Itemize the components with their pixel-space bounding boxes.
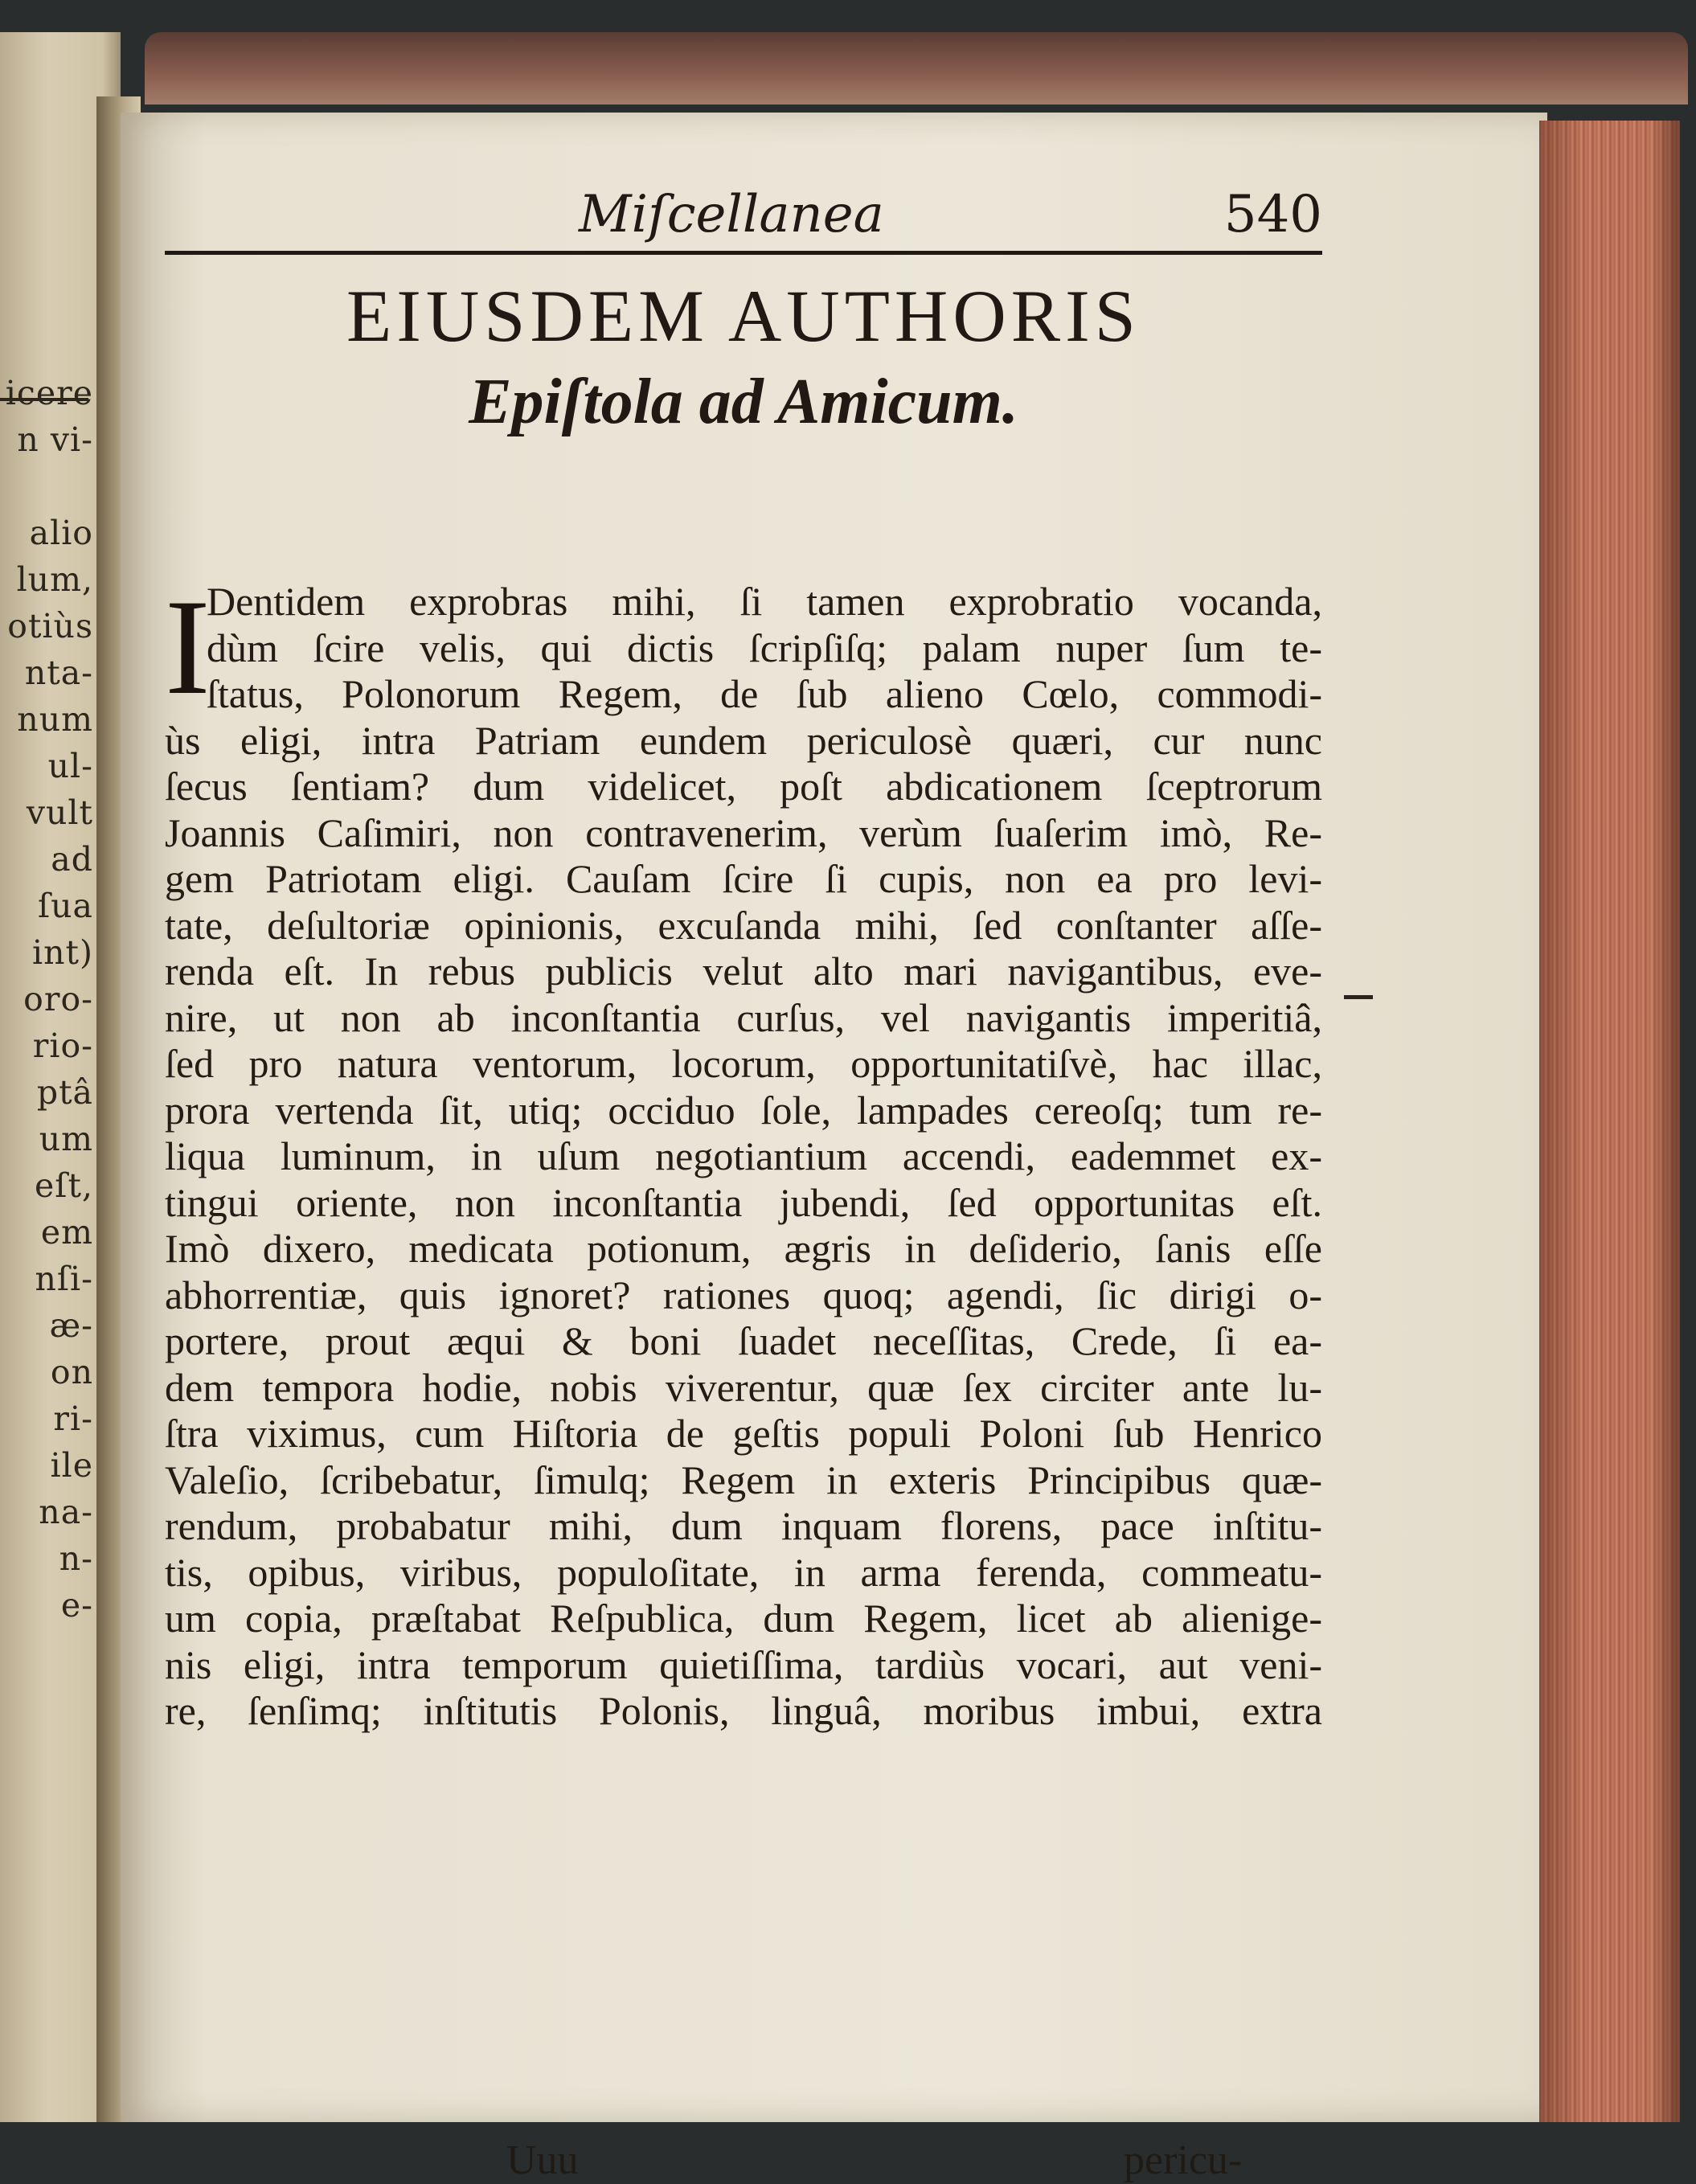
book-cover-edge (145, 32, 1688, 104)
facing-page-fragment: ul- (47, 747, 93, 785)
text-line: nire, ut non ab inconſtantia curſus, vel navigantis imperitiâ, (165, 994, 1322, 1040)
text-line: Imò dixero, medicata potionum, ægris in deſiderio, ſanis eſſe (165, 1226, 1322, 1271)
facing-page-fragment: n- (59, 1539, 93, 1578)
text-line: re, ſenſimq; inſtitutis Polonis, linguâ, moribus imbui, extra (165, 1688, 1322, 1733)
facing-page-fragment: e- (60, 1586, 93, 1625)
section-heading: EIUSDEM AUTHORIS (346, 275, 1141, 357)
facing-page-fragment: icere (5, 374, 93, 412)
page-number: 540 (1223, 185, 1322, 244)
facing-page-fragment: nta- (24, 654, 93, 692)
text-line: dùm ſcire velis, qui dictis ſcripſiſq; palam nuper ſum te- (207, 625, 1322, 670)
text-line: Valeſio, ſcribebatur, ſimulq; Regem in exteris Principibus quæ- (165, 1457, 1322, 1502)
page-fore-edge (1539, 121, 1680, 2122)
facing-page-fragment: eſt, (35, 1166, 93, 1205)
text-line: dem tempora hodie, nobis viverentur, quæ ſex circiter ante lu- (165, 1364, 1322, 1410)
text-line: ſtatus, Polonorum Regem, de ſub alieno Cœlo, commodi- (207, 671, 1322, 716)
drop-cap: I (165, 572, 211, 723)
facing-page-fragment: on (50, 1353, 93, 1391)
text-line: liqua luminum, in uſum negotiantium accendi, eademmet ex- (165, 1133, 1322, 1178)
header-rule (165, 251, 1322, 255)
text-line: renda eſt. In rebus publicis velut alto mari navigantibus, eve- (165, 949, 1322, 994)
text-line: portere, prout æqui & boni ſuadet neceſſitas, Crede, ſi ea- (165, 1318, 1322, 1363)
text-line: tis, opibus, viribus, populoſitate, in arma ferenda, commeatu- (165, 1549, 1322, 1595)
facing-page-fragment: nſi- (35, 1260, 93, 1298)
facing-page-fragment: oro- (23, 980, 93, 1018)
facing-page-fragments (6, 370, 93, 1629)
text-line: ùs eligi, intra Patriam eundem periculosè quæri, cur nunc (165, 717, 1322, 763)
text-line: abhorrentiæ, quis ignoret? rationes quoq; agendi, ſic dirigi o- (165, 1272, 1322, 1317)
facing-page-fragment: ad (51, 840, 93, 879)
facing-page-fragment: em (40, 1213, 93, 1252)
facing-page-fragment: n vi- (17, 420, 93, 459)
facing-page-fragment (6, 463, 93, 510)
text-line: prora vertenda ſit, utiq; occiduo ſole, lampades cereoſq; tum re- (165, 1087, 1322, 1133)
text-line: Joannis Caſimiri, non contravenerim, verùm ſuaſerim imò, Re- (165, 809, 1322, 855)
text-line: um copia, præſtabat Reſpublica, dum Regem, licet ab alienige- (165, 1596, 1322, 1641)
signature-mark: Uuu (506, 2137, 579, 2183)
facing-page-fragment: na- (39, 1493, 93, 1531)
facing-page-fragment: ptâ (36, 1073, 93, 1112)
text-line: ſed pro natura ventorum, locorum, opportunitatiſvè, hac illac, (165, 1041, 1322, 1086)
text-line: ſtra viximus, cum Hiſtoria de geſtis populi Poloni ſub Henrico (165, 1411, 1322, 1456)
facing-page-fragment: int) (32, 933, 93, 972)
facing-page-fragment: otiùs (7, 607, 93, 645)
facing-page-fragment: alio (29, 514, 93, 552)
letter-body (165, 572, 1322, 1735)
facing-page-fragment: æ- (49, 1306, 93, 1345)
text-line: nis eligi, intra temporum quietiſſima, tardiùs vocari, aut veni- (165, 1641, 1322, 1687)
text-line: rendum, probabatur mihi, dum inquam florens, pace inſtitu- (165, 1503, 1322, 1548)
facing-page-fragment: rio- (32, 1026, 93, 1065)
section-subheading: Epiſtola ad Amicum. (469, 367, 1018, 437)
facing-page-fragment: vult (26, 793, 93, 832)
body-lines (165, 572, 1322, 1735)
facing-page-fragment: num (17, 700, 93, 739)
facing-page-fragment: ile (50, 1446, 93, 1485)
facing-page-fragment: lum, (16, 560, 93, 599)
running-title: Miſcellanea (579, 185, 884, 244)
facing-page-fragment: um (39, 1120, 93, 1158)
text-line: tingui oriente, non inconſtantia jubendi, ſed opportunitas eſt. (165, 1179, 1322, 1225)
facing-page-fragment: ſua (37, 887, 93, 925)
text-line: ſecus ſentiam? dum videlicet, poſt abdicationem ſceptrorum (165, 764, 1322, 809)
running-header (165, 185, 1322, 257)
text-line: Dentidem exprobras mihi, ſi tamen exprobratio vocanda, (207, 579, 1322, 624)
text-line: gem Patriotam eligi. Cauſam ſcire ſi cupis, non ea pro levi- (165, 856, 1322, 901)
margin-mark (1344, 995, 1373, 999)
text-line: tate, deſultoriæ opinionis, excuſanda mihi, ſed conſtanter aſſe- (165, 902, 1322, 948)
catchword: pericu- (1124, 2137, 1243, 2183)
facing-page-fragment: ri- (53, 1399, 93, 1438)
